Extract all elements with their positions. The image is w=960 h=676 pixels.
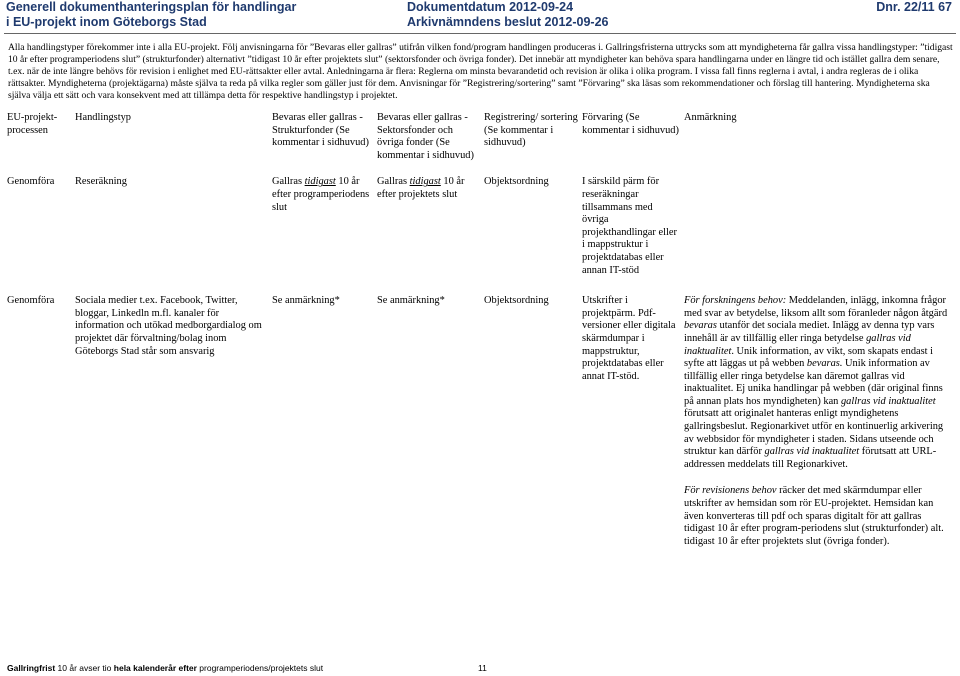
cell-registration: Objektsordning <box>484 176 549 188</box>
cell-sector-funds: Se anmärkning* <box>377 295 445 307</box>
registration-number: Dnr. 22/11 67 <box>876 0 952 14</box>
table-row <box>5 176 955 295</box>
intro-paragraph: Alla handlingstyper förekommer inte i alla EU-projekt. Följ anvisningarna för ”Bevaras eller gallras” utifrån vilken fond/program handlingen produceras i. Gallringsfristerna uttrycks som att myndigheterna får gallra vissa handlingstyper: ”tidigast 10 år efter programperiodens slut” (strukturfonder) alternativt ”tidigast 10 år efter projektets slut” (sektorsfonder och övriga fonder). Det innebär att myndigheter kan behöva spara handlingarna under en längre tid och istället gallra dem senare, t.ex. när de inte längre behövs för revision i enlighet med EU-rättsakter eller avtal. Anledningarna är flera: Reglerna om minsta bevarandetid och revision är olika i olika program. I vissa fall finns reglerna i avtal, i andra regleras de i olika rättsakter. Myndigheterna (projektägarna) måste själva ta reda på vilka regler som gäller just för dem. Anvisningar för ”Registrering/sortering” samt ”Förvaring” ska läsas som rekommendationer och förslag till hantering. Myndigheterna ska själva välja ett sätt och vara konsekvent med att tillämpa detta för respektive handlingstyp i projektet. <box>8 42 953 101</box>
cell-registration: Objektsordning <box>484 295 549 307</box>
header-process: EU-projekt-processen <box>7 112 58 136</box>
document-subtitle: i EU-projekt inom Göteborgs Stad <box>6 15 207 29</box>
document-plan-table <box>5 112 955 580</box>
note-revision: För revisionens behov räcker det med skärmdumpar eller utskrifter av hemsidan som rör EU-projektet. Hemsidan kan även konverteras till pdf och sparas digitalt för att gallras tidigast 10 år efter program-periodens slut (strukturfonder) alt. tidigast 10 år efter projektets slut (övriga fonder). <box>684 485 944 547</box>
table-row <box>5 295 955 580</box>
cell-storage: Utskrifter i projektpärm. Pdf-versioner eller digitala skärmdumpar i mappstruktur, projektdatabas eller annat IT-stöd. <box>582 295 676 382</box>
decision-date: Arkivnämndens beslut 2012-09-26 <box>407 15 609 29</box>
page-header <box>0 0 960 30</box>
header-storage: Förvaring (Se kommentar i sidhuvud) <box>582 112 679 136</box>
cell-structural-funds: Gallras tidigast 10 år efter programperiodens slut <box>272 176 370 213</box>
cell-note <box>682 295 955 580</box>
cell-document-type: Sociala medier t.ex. Facebook, Twitter, bloggar, Linkedln m.fl. kanaler för information och utökad medborgardialog om projektet där förvaltning/bolag inom Göteborgs Stad står som ansvarig <box>75 295 262 357</box>
document-date: Dokumentdatum 2012-09-24 <box>407 0 574 14</box>
header-note: Anmärkning <box>684 112 737 123</box>
header-sector-funds: Bevaras eller gallras - Sektorsfonder och övriga fonder (Se kommentar i sidhuvud) <box>377 112 474 161</box>
cell-process: Genomföra <box>7 295 55 307</box>
cell-storage: I särskild pärm för reseräkningar tillsammans med övriga projekthandlingar eller i mappstruktur i projektdatabas eller annan IT-stöd <box>582 176 677 276</box>
header-structural-funds: Bevaras eller gallras - Strukturfonder (Se kommentar i sidhuvud) <box>272 112 369 149</box>
page-number: 11 <box>478 663 487 673</box>
header-divider <box>4 33 956 34</box>
cell-structural-funds: Se anmärkning* <box>272 295 340 307</box>
cell-document-type: Reseräkning <box>75 176 127 188</box>
note-research: För forskningens behov: Meddelanden, inlägg, inkomna frågor med svar av betydelse, liksom allt som föranleder någon åtgärd bevaras utanför det sociala mediet. Inlägg av denna typ vars innehåll är av tillfällig eller ringa betydelse gallras vid inaktualitet. Unik information, av vikt, som skapats endast i syfte att läggas ut på webben bevaras. Unik information av tillfällig eller ringa betydelse kan däremot gallras vid inaktualitet. Ej unika handlingar på webben (där original finns på annan plats hos myndigheten) kan gallras vid inaktualitet förutsatt att originalet hanteras enligt myndighetens gallringsbeslut. Regionarkivet utför en kontinuerlig arkivering av webbsidor för myndigheter i staden. Sidans utseende och struktur kan därför gallras vid inaktualitet förutsatt att URL-addressen meddelats till Regionarkivet. <box>684 295 948 470</box>
table-header-row <box>5 112 955 176</box>
cell-sector-funds: Gallras tidigast 10 år efter projektets slut <box>377 176 465 200</box>
header-registration: Registrering/ sortering (Se kommentar i sidhuvud) <box>484 112 578 149</box>
cell-process: Genomföra <box>7 176 55 188</box>
footer-note: Gallringfrist 10 år avser tio hela kalenderår efter programperiodens/projektets slut <box>7 663 324 673</box>
header-document-type: Handlingstyp <box>75 112 131 123</box>
cell-note <box>682 176 955 295</box>
document-title: Generell dokumenthanteringsplan för handlingar <box>6 0 297 14</box>
